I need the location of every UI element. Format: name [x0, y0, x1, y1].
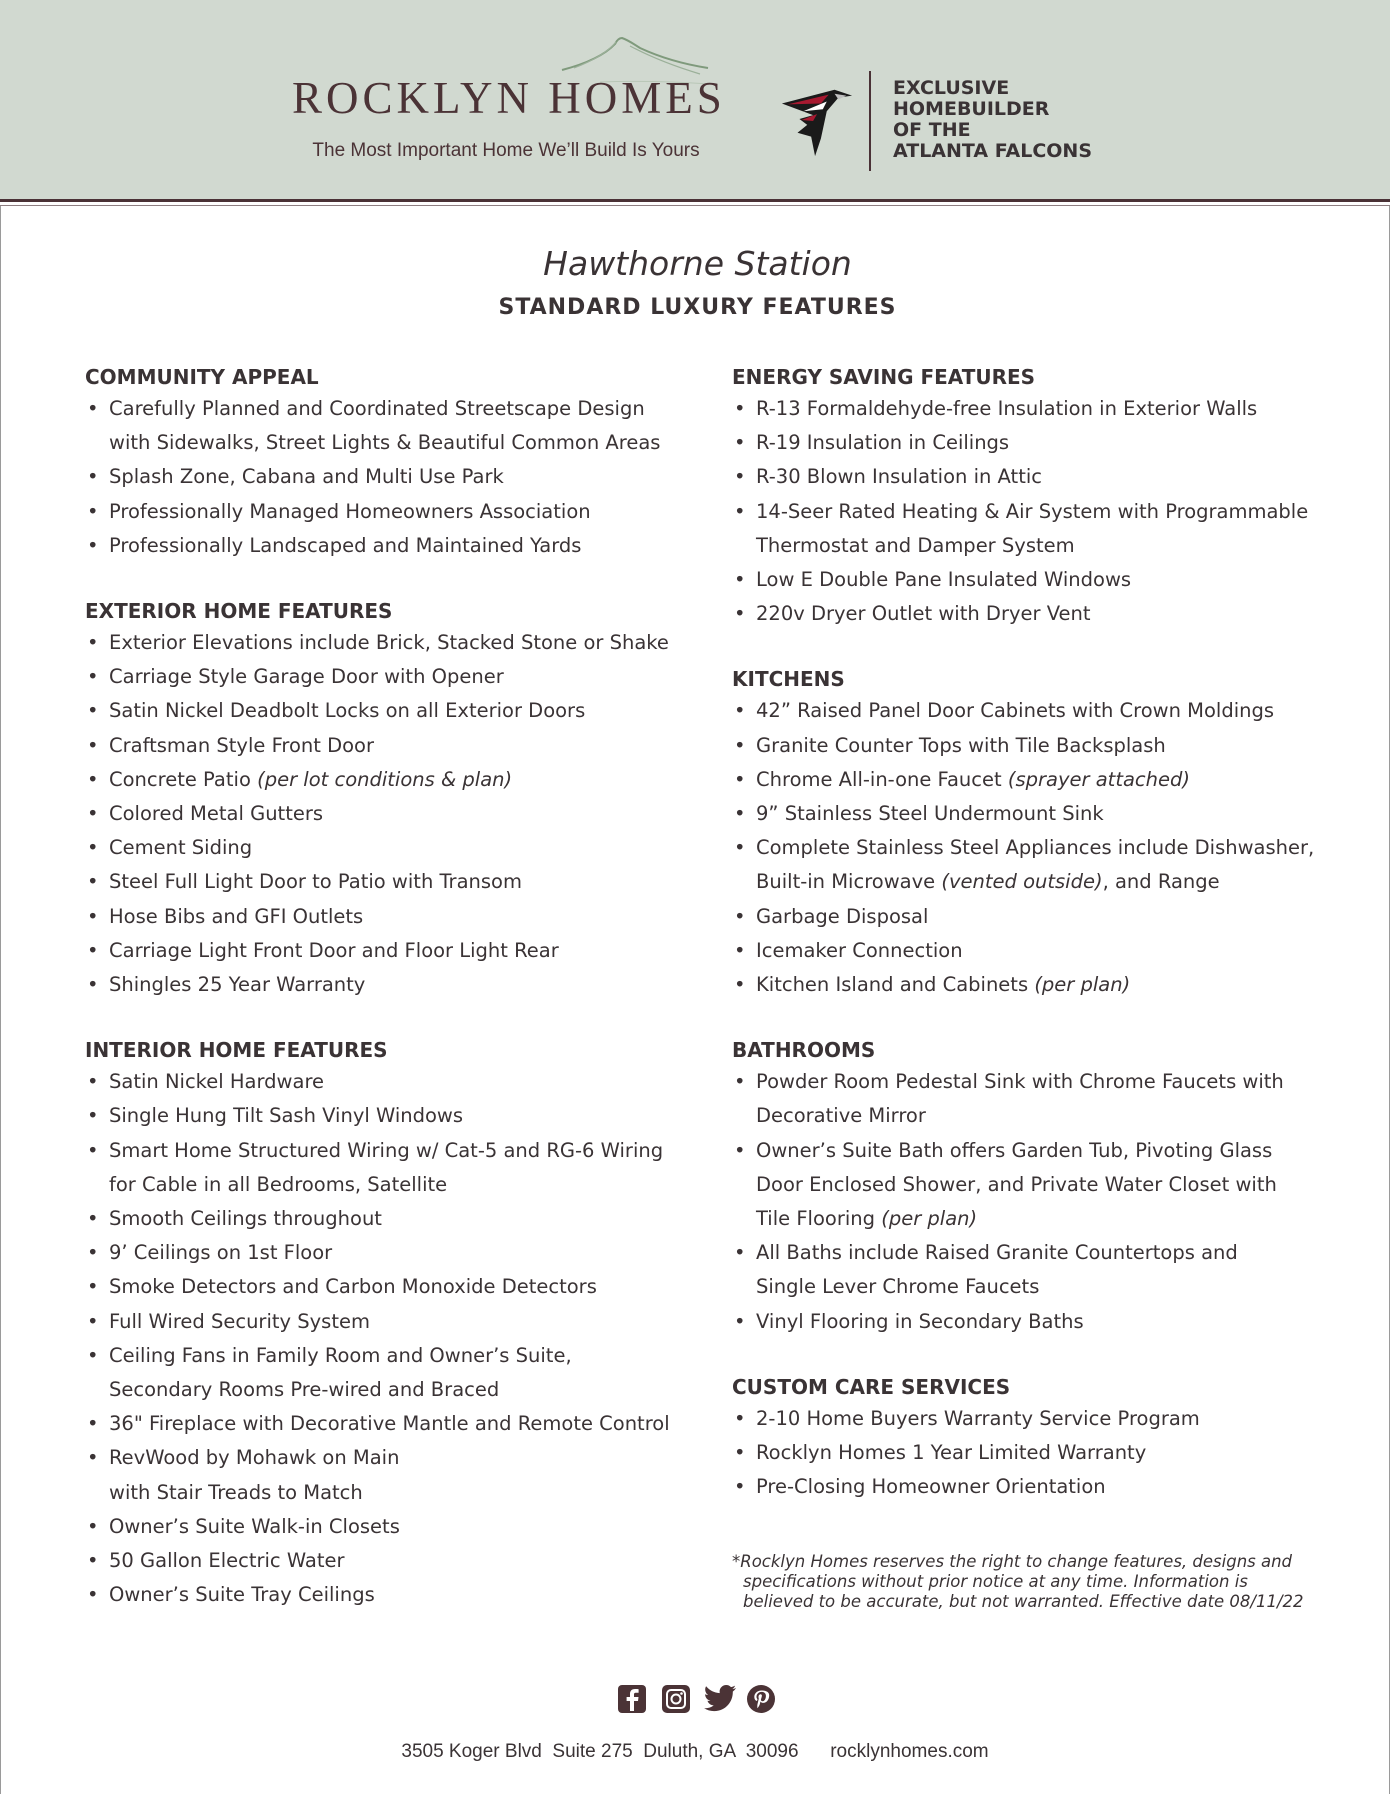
- feature-item: [732, 1236, 1332, 1304]
- section-heading: CUSTOM CARE SERVICES: [732, 1374, 1011, 1399]
- feature-item: [85, 1270, 685, 1304]
- feature-text: Owner’s Suite Bath offers Garden Tub, Pivoting Glass: [756, 1138, 1273, 1162]
- feature-text: Satin Nickel Deadbolt Locks on all Exterior Doors: [109, 699, 586, 723]
- feature-text: Smoke Detectors and Carbon Monoxide Detectors: [109, 1275, 597, 1299]
- bullet-icon: •: [87, 1275, 99, 1299]
- feature-text: Rocklyn Homes 1 Year Limited Warranty: [756, 1441, 1147, 1465]
- feature-text: Owner’s Suite Walk-in Closets: [109, 1514, 400, 1538]
- feature-item: [732, 797, 1332, 831]
- feature-text: RevWood by Mohawk on Main: [109, 1446, 400, 1470]
- feature-note: (per plan): [881, 1207, 978, 1231]
- feature-note: (per lot conditions & plan): [257, 767, 513, 791]
- feature-text: Craftsman Style Front Door: [109, 733, 375, 757]
- bullet-icon: •: [87, 802, 99, 826]
- bullet-icon: •: [87, 1343, 99, 1367]
- feature-text: R-19 Insulation in Ceilings: [756, 431, 1010, 455]
- feature-text: 50 Gallon Electric Water: [109, 1549, 345, 1573]
- feature-text: with Sidewalks, Street Lights & Beautiful Common Areas: [109, 431, 661, 455]
- section-heading: INTERIOR HOME FEATURES: [85, 1038, 388, 1063]
- bullet-icon: •: [87, 1207, 99, 1231]
- feature-text: , and Range: [1102, 870, 1220, 894]
- social-links: [617, 1684, 777, 1716]
- feature-item: [85, 1441, 685, 1509]
- feature-list: [85, 392, 685, 563]
- bullet-icon: •: [734, 1070, 746, 1094]
- footer-website[interactable]: rocklynhomes.com: [830, 1741, 989, 1762]
- bullet-icon: •: [87, 1412, 99, 1436]
- feature-item: [732, 729, 1332, 763]
- feature-text: R-13 Formaldehyde-free Insulation in Exterior Walls: [756, 397, 1258, 420]
- bullet-icon: •: [87, 1583, 99, 1607]
- bullet-icon: •: [87, 870, 99, 894]
- bullet-icon: •: [734, 1309, 746, 1333]
- header-divider: [0, 199, 1390, 202]
- bullet-icon: •: [734, 836, 746, 860]
- feature-text: Secondary Rooms Pre-wired and Braced: [109, 1378, 500, 1402]
- feature-section: [85, 1035, 685, 1612]
- twitter-icon[interactable]: [703, 1684, 737, 1714]
- bullet-icon: •: [734, 1441, 746, 1465]
- bullet-icon: •: [87, 533, 99, 557]
- feature-text: Powder Room Pedestal Sink with Chrome Faucets with: [756, 1070, 1284, 1094]
- feature-item: [85, 1407, 685, 1441]
- feature-item: [732, 831, 1332, 899]
- feature-text: Satin Nickel Hardware: [109, 1070, 325, 1094]
- feature-text: Tile Flooring: [756, 1207, 876, 1231]
- feature-text: 36" Fireplace with Decorative Mantle and Remote Control: [109, 1412, 670, 1436]
- feature-text: Complete Stainless Steel Appliances include Dishwasher,: [756, 836, 1315, 860]
- feature-text: 42” Raised Panel Door Cabinets with Crown Moldings: [756, 699, 1275, 723]
- bullet-icon: •: [734, 602, 746, 626]
- feature-item: [85, 1202, 685, 1236]
- feature-text: Decorative Mirror: [756, 1104, 926, 1128]
- feature-list: [85, 1065, 685, 1612]
- facebook-icon[interactable]: [617, 1684, 647, 1714]
- feature-text: Door Enclosed Shower, and Private Water Closet with: [756, 1172, 1277, 1196]
- feature-item: [732, 900, 1332, 934]
- feature-text: Carriage Style Garage Door with Opener: [109, 665, 504, 689]
- feature-item: [85, 529, 685, 563]
- feature-text: 9’ Ceilings on 1st Floor: [109, 1241, 333, 1265]
- feature-item: [85, 626, 685, 660]
- feature-item: [85, 694, 685, 728]
- feature-section: [85, 362, 685, 563]
- community-title: Hawthorne Station: [543, 244, 852, 283]
- bullet-icon: •: [87, 1446, 99, 1470]
- feature-note: (vented outside): [941, 870, 1103, 894]
- bullet-icon: •: [734, 973, 746, 997]
- bullet-icon: •: [734, 568, 746, 592]
- feature-item: [85, 1510, 685, 1544]
- right-feature-column: [732, 362, 1332, 1537]
- feature-text: Vinyl Flooring in Secondary Baths: [756, 1309, 1084, 1333]
- feature-item: [85, 729, 685, 763]
- feature-section: [732, 362, 1332, 631]
- feature-note: (sprayer attached): [1007, 767, 1190, 791]
- feature-text: Colored Metal Gutters: [109, 802, 324, 826]
- bullet-icon: •: [87, 1241, 99, 1265]
- bullet-icon: •: [734, 699, 746, 723]
- feature-text: Pre-Closing Homeowner Orientation: [756, 1475, 1106, 1499]
- feature-item: [85, 865, 685, 899]
- bullet-icon: •: [87, 499, 99, 523]
- feature-list: [85, 626, 685, 1002]
- feature-item: [85, 763, 685, 797]
- feature-text: 14-Seer Rated Heating & Air System with Programmable: [756, 499, 1309, 523]
- feature-section: [732, 1372, 1332, 1505]
- section-heading: COMMUNITY APPEAL: [85, 365, 319, 389]
- bullet-icon: •: [734, 938, 746, 962]
- feature-text: Ceiling Fans in Family Room and Owner’s Suite,: [109, 1343, 572, 1367]
- feature-item: [85, 660, 685, 694]
- section-heading: KITCHENS: [732, 667, 845, 692]
- bullet-icon: •: [87, 1309, 99, 1333]
- feature-text: with Stair Treads to Match: [109, 1480, 363, 1504]
- feature-list: [732, 694, 1332, 1002]
- feature-item: [85, 934, 685, 968]
- footer-contact: [0, 1741, 1390, 1763]
- feature-item: [85, 831, 685, 865]
- bullet-icon: •: [87, 1549, 99, 1573]
- feature-text: Shingles 25 Year Warranty: [109, 973, 366, 997]
- feature-item: [85, 1544, 685, 1578]
- feature-item: [732, 763, 1332, 797]
- page-border-left: [0, 206, 1, 1794]
- disclaimer-line: believed to be accurate, but not warranted. Effective date 08/11/22: [743, 1592, 1304, 1611]
- partnership-line: ATLANTA FALCONS: [893, 140, 1092, 162]
- disclaimer-line: *Rocklyn Homes reserves the right to change features, designs and: [732, 1552, 1293, 1571]
- feature-text: 9” Stainless Steel Undermount Sink: [756, 802, 1104, 826]
- feature-item: [732, 563, 1332, 597]
- bullet-icon: •: [87, 1514, 99, 1538]
- feature-list: [732, 392, 1332, 631]
- feature-item: [732, 426, 1332, 460]
- feature-text: Professionally Managed Homeowners Association: [109, 499, 591, 523]
- feature-text: Garbage Disposal: [756, 904, 929, 928]
- feature-text: Splash Zone, Cabana and Multi Use Park: [109, 465, 504, 489]
- feature-text: for Cable in all Bedrooms, Satellite: [109, 1172, 448, 1196]
- brand-tagline: The Most Important Home We’ll Build Is Yours: [312, 140, 700, 161]
- feature-item: [732, 1402, 1332, 1436]
- bullet-icon: •: [87, 465, 99, 489]
- feature-item: [732, 1065, 1332, 1133]
- feature-text: Single Lever Chrome Faucets: [756, 1275, 1040, 1299]
- feature-text: Chrome All-in-one Faucet: [756, 767, 1002, 791]
- partnership-line: HOMEBUILDER: [893, 98, 1050, 120]
- feature-item: [85, 1134, 685, 1202]
- feature-section: [85, 596, 685, 1002]
- feature-item: [732, 694, 1332, 728]
- feature-text: Hose Bibs and GFI Outlets: [109, 904, 364, 928]
- brand-wordmark: ROCKLYN HOMES: [292, 73, 726, 123]
- bullet-icon: •: [734, 1475, 746, 1499]
- feature-text: Carriage Light Front Door and Floor Light Rear: [109, 938, 559, 962]
- bullet-icon: •: [87, 699, 99, 723]
- feature-list: [732, 1402, 1332, 1505]
- feature-text: Smooth Ceilings throughout: [109, 1207, 382, 1231]
- feature-text: 2-10 Home Buyers Warranty Service Program: [756, 1406, 1200, 1430]
- feature-item: [732, 495, 1332, 563]
- feature-item: [85, 1236, 685, 1270]
- document-subtitle: STANDARD LUXURY FEATURES: [498, 295, 897, 320]
- feature-item: [85, 900, 685, 934]
- feature-text: All Baths include Raised Granite Countertops and: [756, 1241, 1238, 1265]
- bullet-icon: •: [87, 938, 99, 962]
- feature-item: [85, 392, 685, 460]
- feature-item: [732, 968, 1332, 1002]
- section-heading: BATHROOMS: [732, 1038, 876, 1063]
- feature-item: [732, 1305, 1332, 1339]
- bullet-icon: •: [734, 1241, 746, 1265]
- bullet-icon: •: [734, 1406, 746, 1430]
- bullet-icon: •: [87, 665, 99, 689]
- feature-text: Professionally Landscaped and Maintained Yards: [109, 533, 582, 557]
- feature-item: [85, 460, 685, 494]
- feature-text: Low E Double Pane Insulated Windows: [756, 568, 1132, 592]
- bullet-icon: •: [87, 631, 99, 655]
- header-divider-thin: [0, 205, 1390, 206]
- instagram-icon[interactable]: [661, 1684, 691, 1714]
- bullet-icon: •: [734, 904, 746, 928]
- feature-text: Cement Siding: [109, 836, 253, 860]
- falcon-logo-icon: [778, 82, 856, 160]
- feature-item: [732, 460, 1332, 494]
- feature-item: [732, 1134, 1332, 1237]
- bullet-icon: •: [734, 499, 746, 523]
- feature-text: Steel Full Light Door to Patio with Transom: [109, 870, 522, 894]
- footer-address: 3505 Koger Blvd Suite 275 Duluth, GA 30096: [401, 1741, 799, 1762]
- feature-text: R-30 Blown Insulation in Attic: [756, 465, 1042, 489]
- feature-text: Concrete Patio: [109, 767, 251, 791]
- feature-text: Carefully Planned and Coordinated Streetscape Design: [109, 397, 645, 420]
- bullet-icon: •: [734, 431, 746, 455]
- bullet-icon: •: [87, 397, 99, 420]
- feature-item: [85, 1305, 685, 1339]
- bullet-icon: •: [87, 1104, 99, 1128]
- feature-item: [85, 797, 685, 831]
- left-feature-column: [85, 362, 685, 1646]
- feature-text: 220v Dryer Outlet with Dryer Vent: [756, 602, 1091, 626]
- bullet-icon: •: [87, 1138, 99, 1162]
- section-heading: EXTERIOR HOME FEATURES: [85, 599, 393, 624]
- bullet-icon: •: [734, 397, 746, 420]
- bullet-icon: •: [734, 767, 746, 791]
- feature-item: [732, 1470, 1332, 1504]
- bullet-icon: •: [734, 1138, 746, 1162]
- partnership-line: OF THE: [893, 119, 971, 141]
- feature-item: [85, 1339, 685, 1407]
- bullet-icon: •: [87, 1070, 99, 1094]
- pinterest-icon[interactable]: [746, 1684, 776, 1714]
- feature-item: [85, 1065, 685, 1099]
- bullet-icon: •: [87, 733, 99, 757]
- feature-item: [732, 934, 1332, 968]
- feature-item: [85, 968, 685, 1002]
- bullet-icon: •: [87, 767, 99, 791]
- feature-item: [732, 392, 1332, 426]
- disclaimer-line: specifications without prior notice at any time. Information is: [743, 1572, 1248, 1591]
- feature-item: [85, 495, 685, 529]
- disclaimer: [732, 1552, 1312, 1612]
- feature-item: [85, 1099, 685, 1133]
- feature-text: Full Wired Security System: [109, 1309, 370, 1333]
- bullet-icon: •: [87, 973, 99, 997]
- feature-text: Single Hung Tilt Sash Vinyl Windows: [109, 1104, 464, 1128]
- partnership-line: EXCLUSIVE: [893, 77, 1010, 99]
- feature-text: Thermostat and Damper System: [756, 533, 1075, 557]
- bullet-icon: •: [734, 733, 746, 757]
- feature-text: Owner’s Suite Tray Ceilings: [109, 1583, 375, 1607]
- bullet-icon: •: [734, 465, 746, 489]
- bullet-icon: •: [734, 802, 746, 826]
- feature-text: Kitchen Island and Cabinets: [756, 973, 1029, 997]
- feature-item: [732, 597, 1332, 631]
- feature-item: [85, 1578, 685, 1612]
- feature-text: Granite Counter Tops with Tile Backsplash: [756, 733, 1166, 757]
- falcons-partnership-text: [893, 78, 1133, 162]
- feature-section: [732, 1035, 1332, 1339]
- feature-text: Built-in Microwave: [756, 870, 936, 894]
- bullet-icon: •: [87, 904, 99, 928]
- feature-section: [732, 664, 1332, 1002]
- header-vertical-divider: [869, 71, 871, 171]
- bullet-icon: •: [87, 836, 99, 860]
- feature-text: Smart Home Structured Wiring w/ Cat-5 and RG-6 Wiring: [109, 1138, 664, 1162]
- feature-item: [732, 1436, 1332, 1470]
- feature-text: Icemaker Connection: [756, 938, 963, 962]
- feature-text: Exterior Elevations include Brick, Stacked Stone or Shake: [109, 631, 669, 655]
- section-heading: ENERGY SAVING FEATURES: [732, 365, 1036, 389]
- feature-list: [732, 1065, 1332, 1339]
- feature-note: (per plan): [1034, 973, 1131, 997]
